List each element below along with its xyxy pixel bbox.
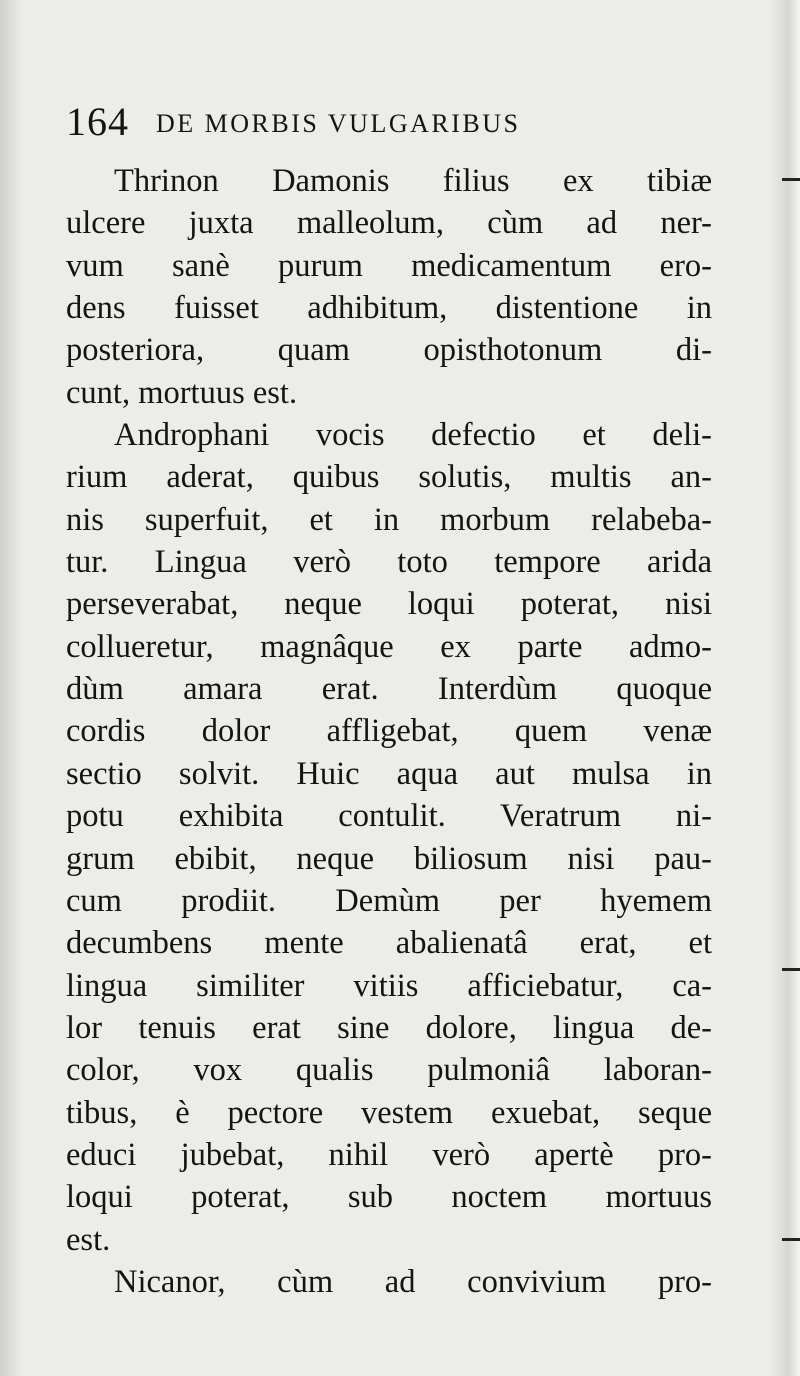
text-line: loqui poterat, sub noctem mortuus (66, 1179, 712, 1216)
body-text (66, 160, 712, 1303)
page-edge-mark (782, 968, 800, 971)
text-line: Androphani vocis defectio et deli- (114, 417, 712, 454)
text-line: vum sanè purum medicamentum ero- (66, 247, 712, 284)
text-line: lingua similiter vitiis afficiebatur, ca- (66, 967, 712, 1004)
running-head (66, 96, 716, 148)
text-line: cunt, mortuus est. (66, 374, 298, 411)
text-line: dens fuisset adhibitum, distentione in (66, 290, 712, 327)
text-line: Nicanor, cùm ad convivium pro- (114, 1263, 712, 1300)
text-line: Thrinon Damonis filius ex tibiæ (114, 163, 712, 199)
text-line: sectio solvit. Huic aqua aut mulsa in (66, 755, 712, 792)
page-gutter-shadow (0, 0, 22, 1376)
text-line: color, vox qualis pulmoniâ laboran- (66, 1052, 712, 1089)
text-line: cordis dolor affligebat, quem venæ (66, 713, 712, 750)
text-line: cum prodiit. Demùm per hyemem (66, 882, 712, 919)
text-line: ulcere juxta malleolum, cùm ad ner- (66, 205, 712, 242)
text-line: rium aderat, quibus solutis, multis an- (66, 459, 712, 496)
running-title: DE MORBIS VULGARIBUS (156, 109, 521, 138)
text-line: nis superfuit, et in morbum relabeba- (66, 501, 712, 538)
page-edge-shadow (770, 0, 800, 1376)
text-line: posteriora, quam opisthotonum di- (66, 332, 712, 369)
text-line: educi jubebat, nihil verò apertè pro- (66, 1136, 712, 1173)
text-line: decumbens mente abalienatâ erat, et (66, 925, 712, 962)
text-line: grum ebibit, neque biliosum nisi pau- (66, 840, 712, 877)
page-number: 164 (66, 99, 129, 144)
text-line: tibus, è pectore vestem exuebat, seque (66, 1094, 712, 1131)
text-line: lor tenuis erat sine dolore, lingua de- (66, 1009, 712, 1046)
text-line: perseverabat, neque loqui poterat, nisi (66, 586, 712, 623)
text-line: tur. Lingua verò toto tempore arida (66, 544, 712, 581)
page-edge-mark (782, 1238, 800, 1241)
page-edge-mark (782, 178, 800, 181)
text-line: potu exhibita contulit. Veratrum ni- (66, 798, 712, 835)
text-line: est. (66, 1221, 111, 1258)
text-line: collueretur, magnâque ex parte admo- (66, 628, 712, 665)
text-line: dùm amara erat. Interdùm quoque (66, 671, 712, 708)
